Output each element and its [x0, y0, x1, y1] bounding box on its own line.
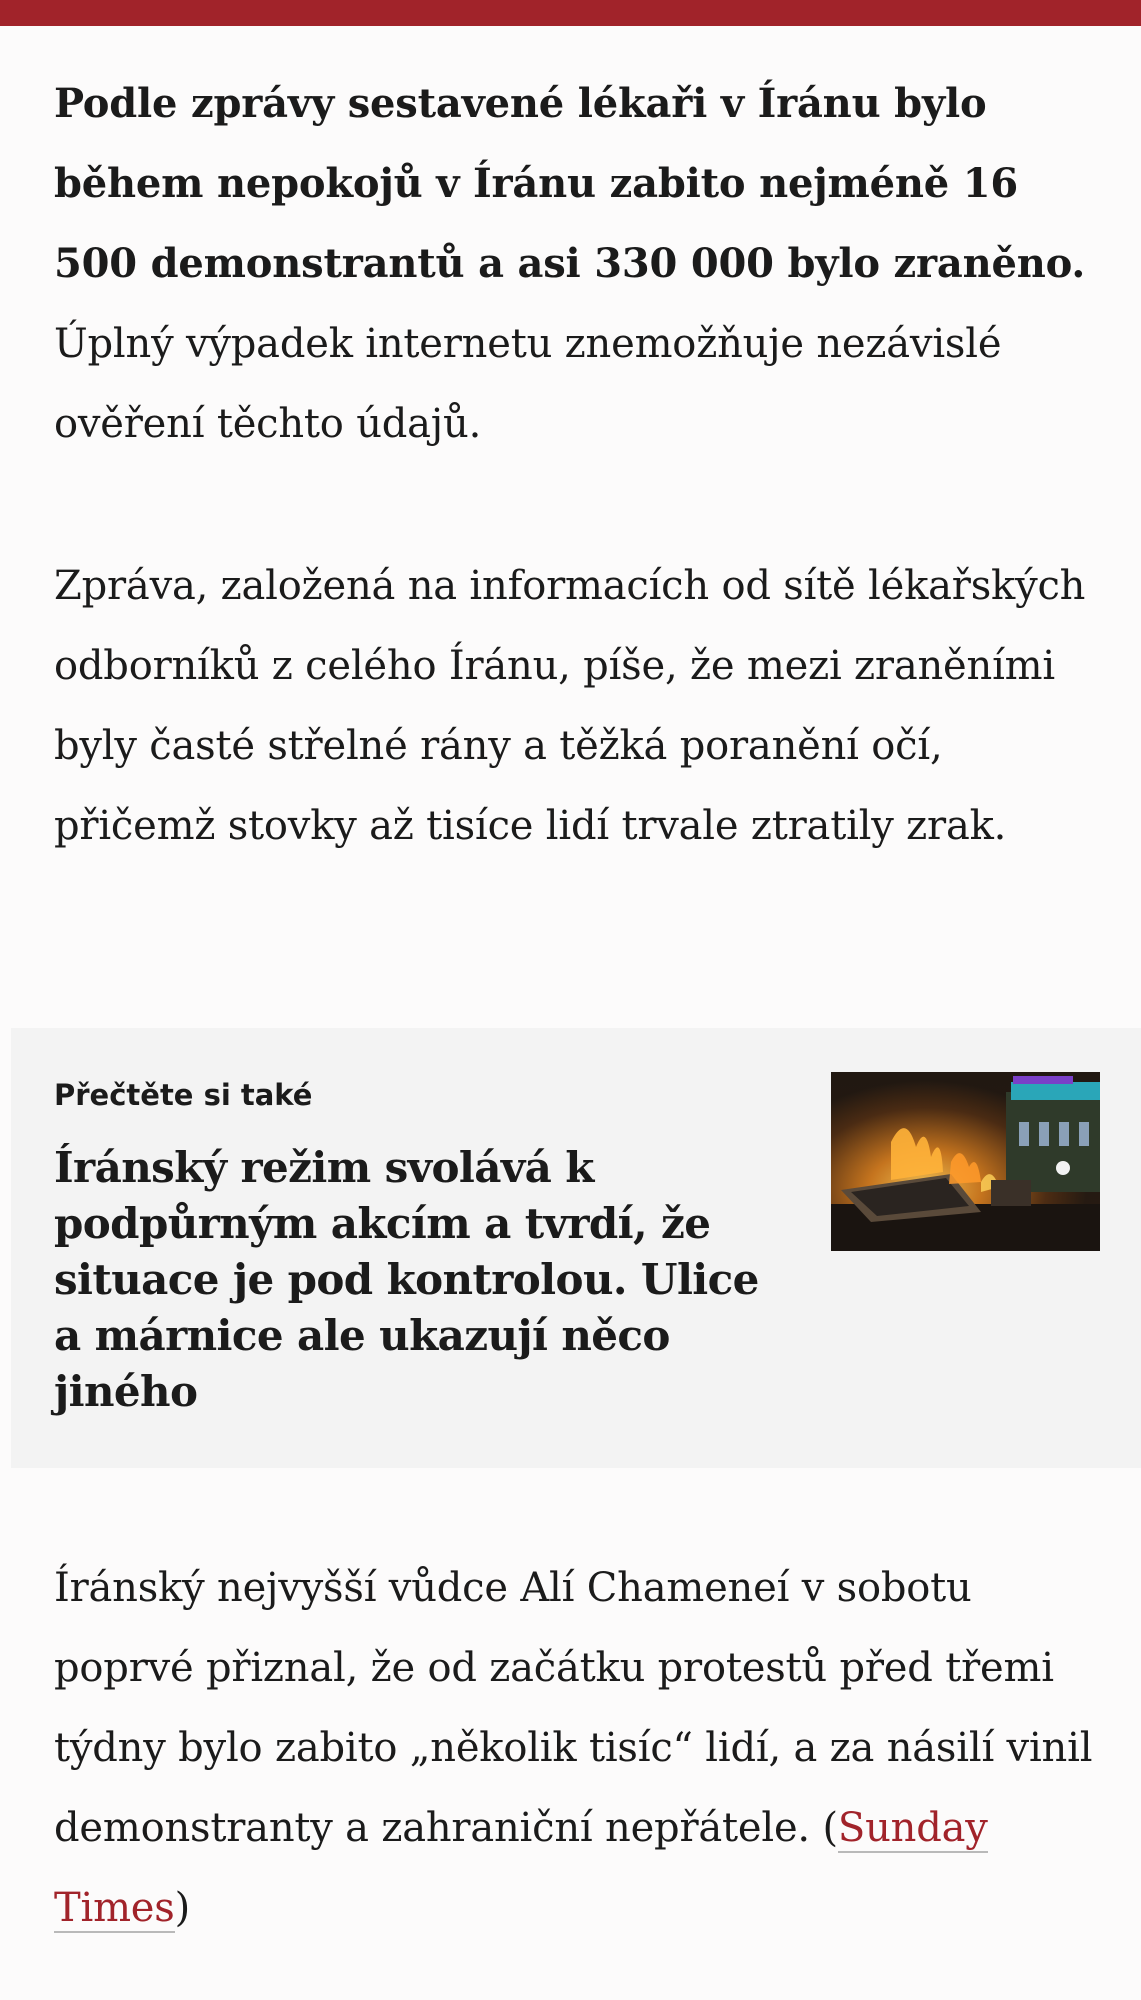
source-close-paren: ) [174, 1885, 191, 1931]
top-accent-bar [0, 0, 1141, 26]
article-paragraph-1 [54, 64, 1104, 464]
related-article-card[interactable] [11, 1028, 1141, 1468]
article-paragraph-2: Zpráva, založená na informacích od sítě lékařských odborníků z celého Íránu, píše, že mezi zraněními byly časté střelné rány a těžká poranění očí, přičemž stovky až tisíce lidí trvale ztratily zrak. [54, 563, 1086, 849]
source-link-sunday-times[interactable]: Sunday Times [54, 1805, 988, 1931]
article-lead-bold: Podle zprávy sestavené lékaři v Íránu bylo během nepokojů v Íránu zabito nejméně 16 500 demonstrantů a asi 330 000 bylo zraněno. [54, 80, 1086, 287]
related-kicker: Přečtěte si také [54, 1078, 313, 1112]
street-fire-photo-icon [831, 1072, 1100, 1251]
article-paragraph-3-text: Íránský nejvyšší vůdce Alí Chameneí v sobotu poprvé přiznal, že od začátku protestů před třemi týdny bylo zabito „několik tisíc“ lidí, a za násilí vinil demonstranty a zahraniční nepřátele. [54, 1565, 1093, 1851]
article-paragraph-3 [54, 1548, 1104, 1948]
related-title: Íránský režim svolává k podpůrným akcím a tvrdí, že situace je pod kontrolou. Ulice a márnice ale ukazují něco jiného [54, 1143, 759, 1416]
article-lead-rest: Úplný výpadek internetu znemožňuje nezávislé ověření těchto údajů. [54, 321, 1002, 447]
source-open-paren: ( [822, 1805, 838, 1851]
